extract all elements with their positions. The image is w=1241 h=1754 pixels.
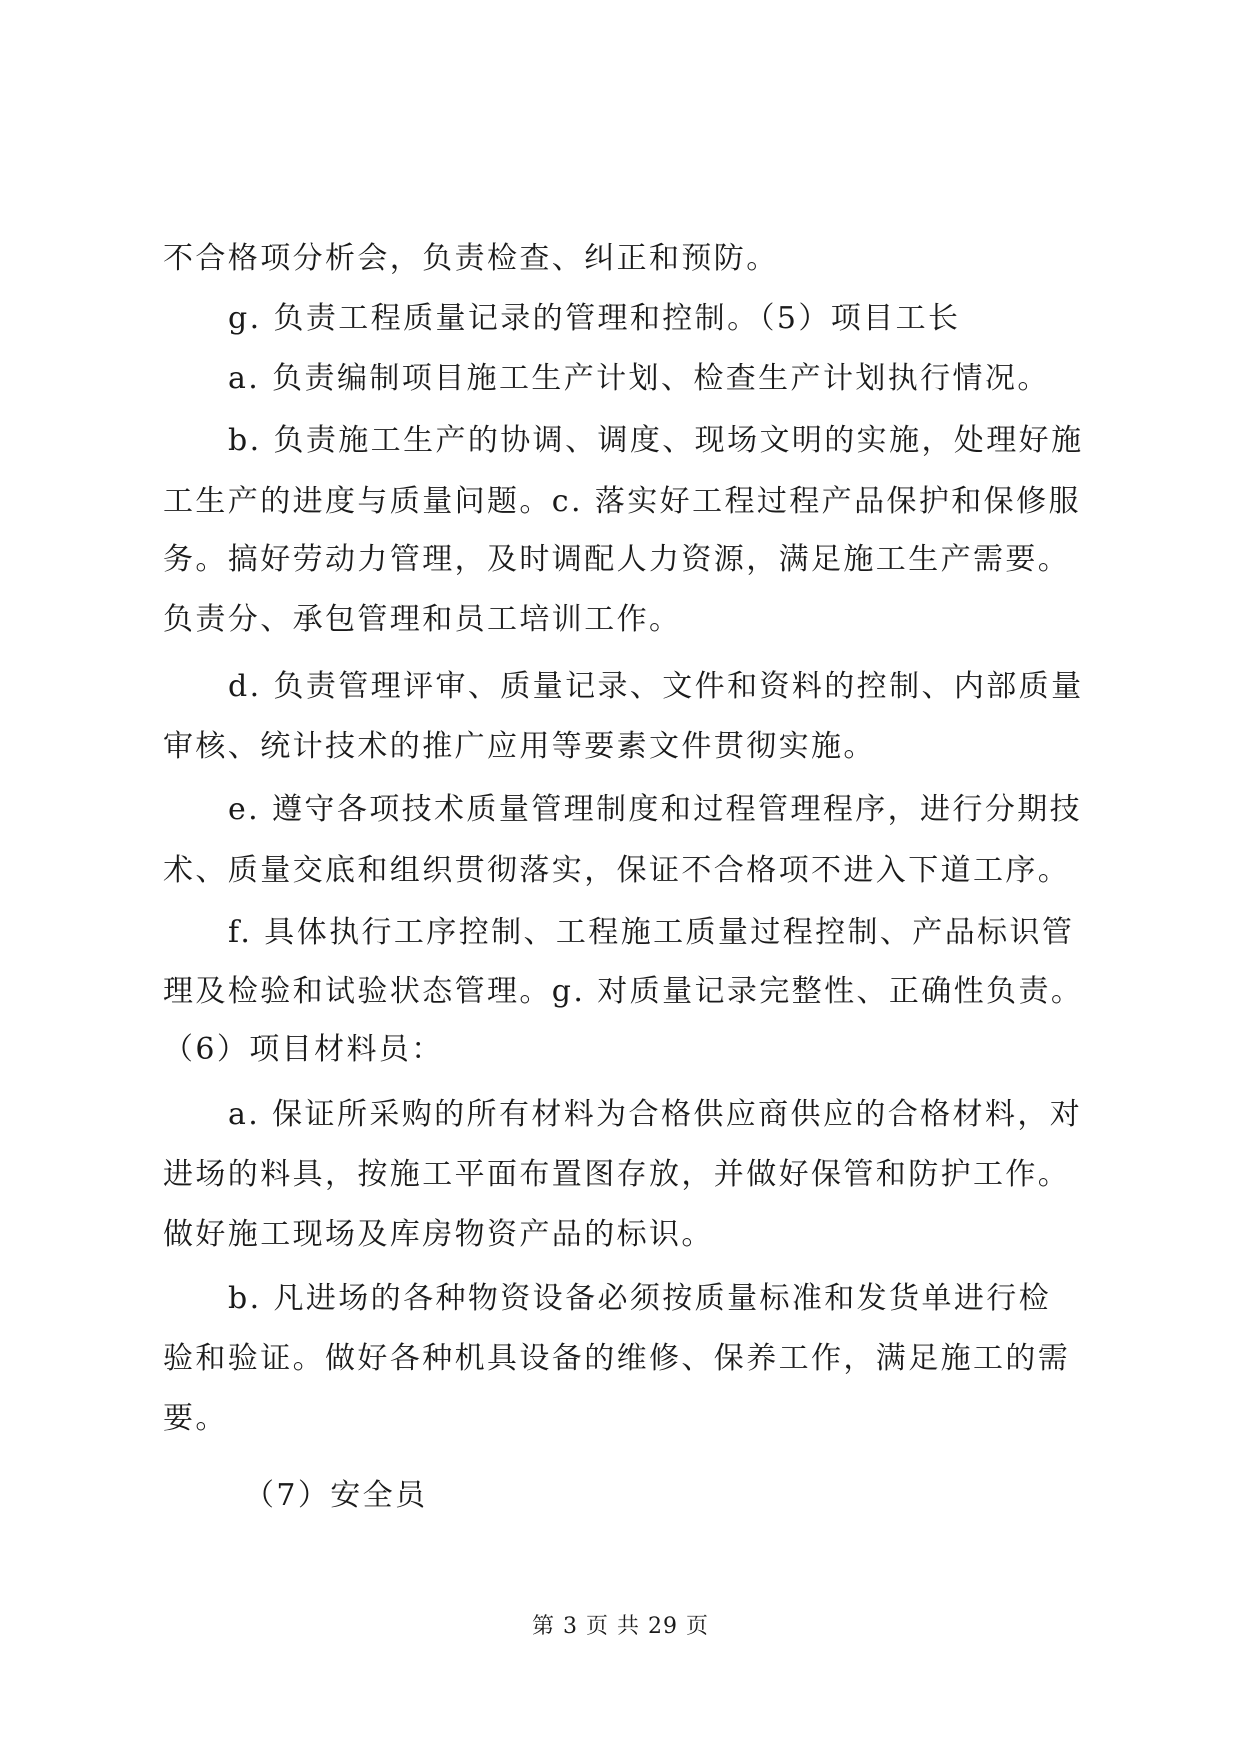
text-line: 工生产的进度与质量问题。c. 落实好工程过程产品保护和保修服 [163,484,1081,519]
text-line: 做好施工现场及库房物资产品的标识。 [163,1217,714,1252]
text-line: 进场的料具，按施工平面布置图存放，并做好保管和防护工作。 [163,1157,1071,1192]
text-line: 务。搞好劳动力管理，及时调配人力资源，满足施工生产需要。 [163,542,1071,577]
page-footer: 第 3 页 共 29 页 [532,1614,709,1639]
text-line: 术、质量交底和组织贯彻落实，保证不合格项不进入下道工序。 [163,853,1071,888]
text-line: d. 负责管理评审、质量记录、文件和资料的控制、内部质量 [228,669,1084,704]
section-heading: （7）安全员 [244,1478,428,1513]
text-line: f. 具体执行工序控制、工程施工质量过程控制、产品标识管 [228,915,1075,950]
text-line: a. 保证所采购的所有材料为合格供应商供应的合格材料，对 [228,1097,1083,1132]
text-line: 验和验证。做好各种机具设备的维修、保养工作，满足施工的需 [163,1341,1071,1376]
text-line: b. 凡进场的各种物资设备必须按质量标准和发货单进行检 [228,1281,1052,1316]
section-heading: （6）项目材料员： [163,1032,444,1067]
text-line: b. 负责施工生产的协调、调度、现场文明的实施，处理好施 [228,423,1084,458]
text-line: 理及检验和试验状态管理。g. 对质量记录完整性、正确性负责。 [163,974,1084,1009]
text-line: 负责分、承包管理和员工培训工作。 [163,602,682,637]
text-line: a. 负责编制项目施工生产计划、检查生产计划执行情况。 [228,361,1050,396]
text-line: e. 遵守各项技术质量管理制度和过程管理程序，进行分期技 [228,792,1083,827]
text-line: 不合格项分析会，负责检查、纠正和预防。 [163,241,779,276]
text-line: 审核、统计技术的推广应用等要素文件贯彻实施。 [163,729,876,764]
text-line: g. 负责工程质量记录的管理和控制。（5）项目工长 [228,301,961,336]
text-line: 要。 [163,1401,228,1436]
